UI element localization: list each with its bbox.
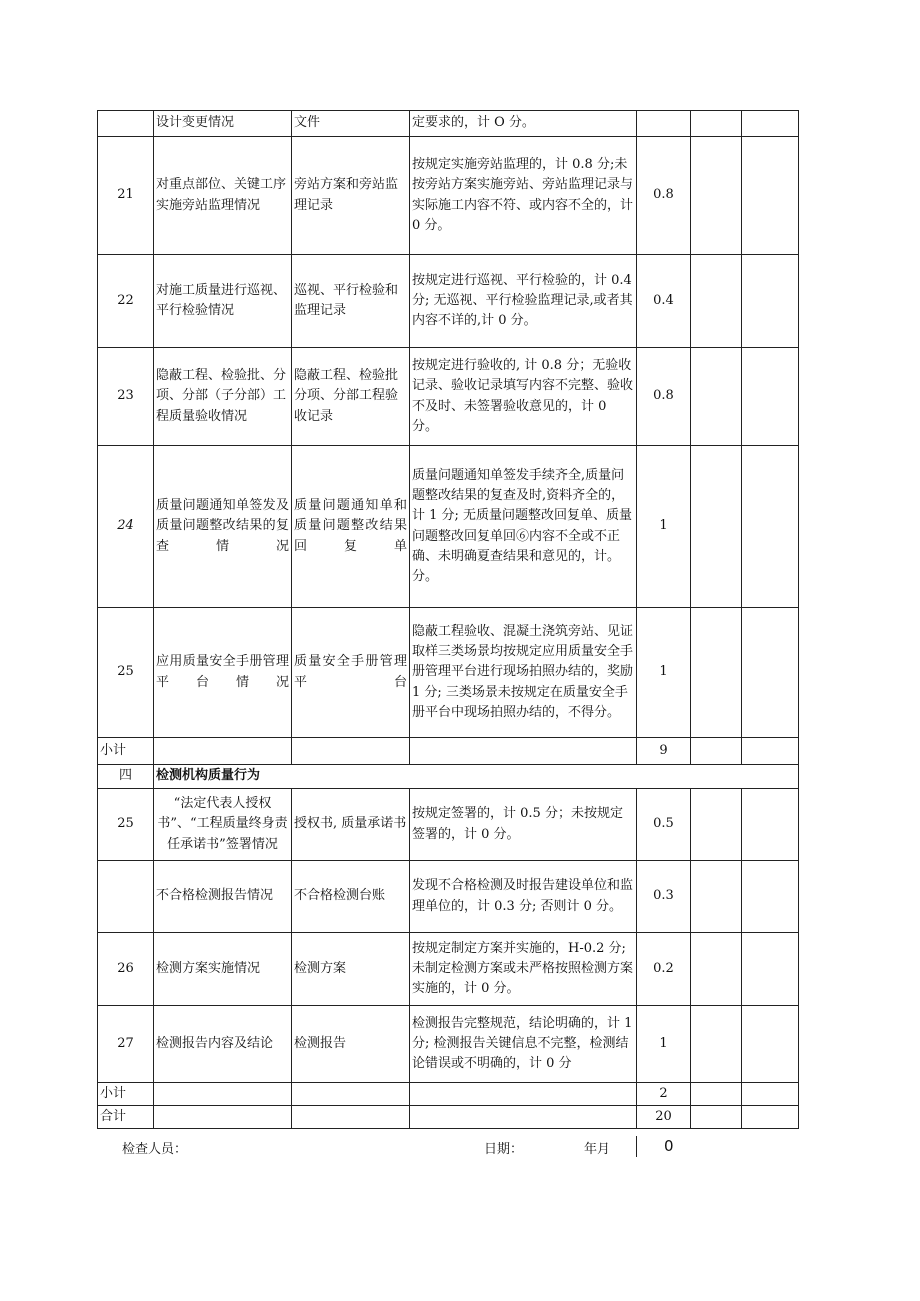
score-cell: 0.3 [637,861,691,933]
score-cell: 0.5 [637,789,691,861]
empty-cell [742,789,799,861]
scoring-standard: 按规定实施旁站监理的，计 0.8 分;未按旁站方案实施旁站、旁站监理记录与实际施工内容不符、或内容不全的，计 0 分。 [410,137,637,255]
inspector-label: 检查人员： [122,1142,188,1157]
check-basis: 授权书, 质量承诺书 [292,789,410,861]
empty-cell [154,1106,292,1129]
check-basis: 不合格检测台账 [292,861,410,933]
check-basis: 质量问题通知单和质量问题整改结果回复单 [292,446,410,608]
table-row [98,137,799,255]
year-month-label: 年月 [584,1142,611,1157]
scoring-standard: 按规定进行验收的, 计 0.8 分；无验收记录、验收记录填写内容不完整、验收不及时、未签署验收意见的，计 0 分。 [410,348,637,446]
empty-cell [742,861,799,933]
check-item: 设计变更情况 [154,111,292,137]
score-cell: 0.2 [637,933,691,1006]
empty-cell [742,738,799,765]
score-cell [637,111,691,137]
scoring-standard: 按规定进行巡视、平行检验的，计 0.4 分; 无巡视、平行检验监理记录,或者其内容不详的,计 0 分。 [410,255,637,348]
check-basis: 巡视、平行检验和监理记录 [292,255,410,348]
table-row [98,348,799,446]
score-cell: 1 [637,1006,691,1083]
footer-divider [636,1136,637,1157]
check-item: 应用质量安全手册管理平台情况 [154,608,292,738]
score-cell: 0.8 [637,348,691,446]
scoring-standard: 按规定签署的，计 0.5 分；未按规定签署的，计 0 分。 [410,789,637,861]
empty-cell [410,1106,637,1129]
empty-cell [691,789,742,861]
empty-cell [691,1083,742,1106]
score-cell: 0.8 [637,137,691,255]
empty-cell [742,1083,799,1106]
check-item: 对重点部位、关键工序实施旁站监理情况 [154,137,292,255]
subtotal-row [98,1083,799,1106]
row-number: 27 [98,1006,154,1083]
scoring-standard: 发现不合格检测及时报告建设单位和监理单位的，计 0.3 分; 否则计 0 分。 [410,861,637,933]
empty-cell [691,861,742,933]
section-number: 四 [98,765,154,789]
empty-cell [742,348,799,446]
check-basis: 旁站方案和旁站监理记录 [292,137,410,255]
empty-cell [742,255,799,348]
subtotal-label: 小计 [98,1083,154,1106]
table-row [98,861,799,933]
table-row [98,608,799,738]
table-row [98,111,799,137]
empty-cell [742,137,799,255]
row-number: 24 [98,446,154,608]
empty-cell [154,1083,292,1106]
score-cell: 1 [637,446,691,608]
total-row [98,1106,799,1129]
total-label: 合计 [98,1106,154,1129]
section-title: 检测机构质量行为 [154,765,799,789]
empty-cell [742,933,799,1006]
empty-cell [154,738,292,765]
empty-cell [742,1006,799,1083]
footer-zero: 0 [664,1137,674,1155]
check-basis: 文件 [292,111,410,137]
empty-cell [742,608,799,738]
row-number: 25 [98,608,154,738]
scoring-standard: 质量问题通知单签发手续齐全,质量问题整改结果的复查及时,资料齐全的，计 1 分; 无质量问题整改回复单、质量问题整改回复单回⑥内容不全或不正确、未明确夏查结果和意见的，计。分。 [410,446,637,608]
empty-cell [691,255,742,348]
check-basis: 隐蔽工程、检验批分项、分部工程验收记录 [292,348,410,446]
empty-cell [292,1083,410,1106]
check-item: 检测报告内容及结论 [154,1006,292,1083]
empty-cell [691,348,742,446]
check-basis: 检测报告 [292,1006,410,1083]
empty-cell [691,1106,742,1129]
empty-cell [691,111,742,137]
scoring-standard: 检测报告完整规范，结论明确的，计 1 分; 检测报告关键信息不完整，检测结论错误或不明确的，计 0 分 [410,1006,637,1083]
check-item: 检测方案实施情况 [154,933,292,1006]
row-number [98,861,154,933]
total-score: 20 [637,1106,691,1129]
score-cell: 0.4 [637,255,691,348]
subtotal-score: 9 [637,738,691,765]
table-row [98,255,799,348]
empty-cell [691,738,742,765]
row-number: 21 [98,137,154,255]
empty-cell [742,446,799,608]
empty-cell [691,446,742,608]
empty-cell [292,738,410,765]
row-number: 22 [98,255,154,348]
date-label: 日期： [484,1142,524,1157]
scoring-standard: 按规定制定方案并实施的，H-0.2 分; 未制定检测方案或未严格按照检测方案实施的，计 0 分。 [410,933,637,1006]
scoring-standard: 定要求的，计 O 分。 [410,111,637,137]
check-item: 质量问题通知单签发及质量问题整改结果的复查情况 [154,446,292,608]
scoring-standard: 隐蔽工程验收、混凝土浇筑旁站、见证取样三类场景均按规定应用质量安全手册管理平台进行现场拍照办结的，奖励 1 分; 三类场景未按规定在质量安全手册平台中现场拍照办结的，不得分。 [410,608,637,738]
check-basis: 质量安全手册管理平台 [292,608,410,738]
empty-cell [691,933,742,1006]
empty-cell [292,1106,410,1129]
table-row [98,933,799,1006]
row-number: 26 [98,933,154,1006]
check-item: “法定代表人授权书”、“工程质量终身责任承诺书”签署情况 [154,789,292,861]
subtotal-label: 小计 [98,738,154,765]
empty-cell [691,608,742,738]
section-header-row [98,765,799,789]
table-row [98,1006,799,1083]
inspection-table [97,110,799,1129]
table-row [98,789,799,861]
empty-cell [742,111,799,137]
check-basis: 检测方案 [292,933,410,1006]
score-cell: 1 [637,608,691,738]
table-row [98,446,799,608]
empty-cell [410,738,637,765]
subtotal-row [98,738,799,765]
empty-cell [742,1106,799,1129]
empty-cell [410,1083,637,1106]
check-item: 不合格检测报告情况 [154,861,292,933]
check-item: 对施工质量进行巡视、平行检验情况 [154,255,292,348]
row-number [98,111,154,137]
subtotal-score: 2 [637,1083,691,1106]
check-item: 隐蔽工程、检验批、分项、分部（子分部）工程质量验收情况 [154,348,292,446]
empty-cell [691,137,742,255]
empty-cell [691,1006,742,1083]
row-number: 23 [98,348,154,446]
row-number: 25 [98,789,154,861]
